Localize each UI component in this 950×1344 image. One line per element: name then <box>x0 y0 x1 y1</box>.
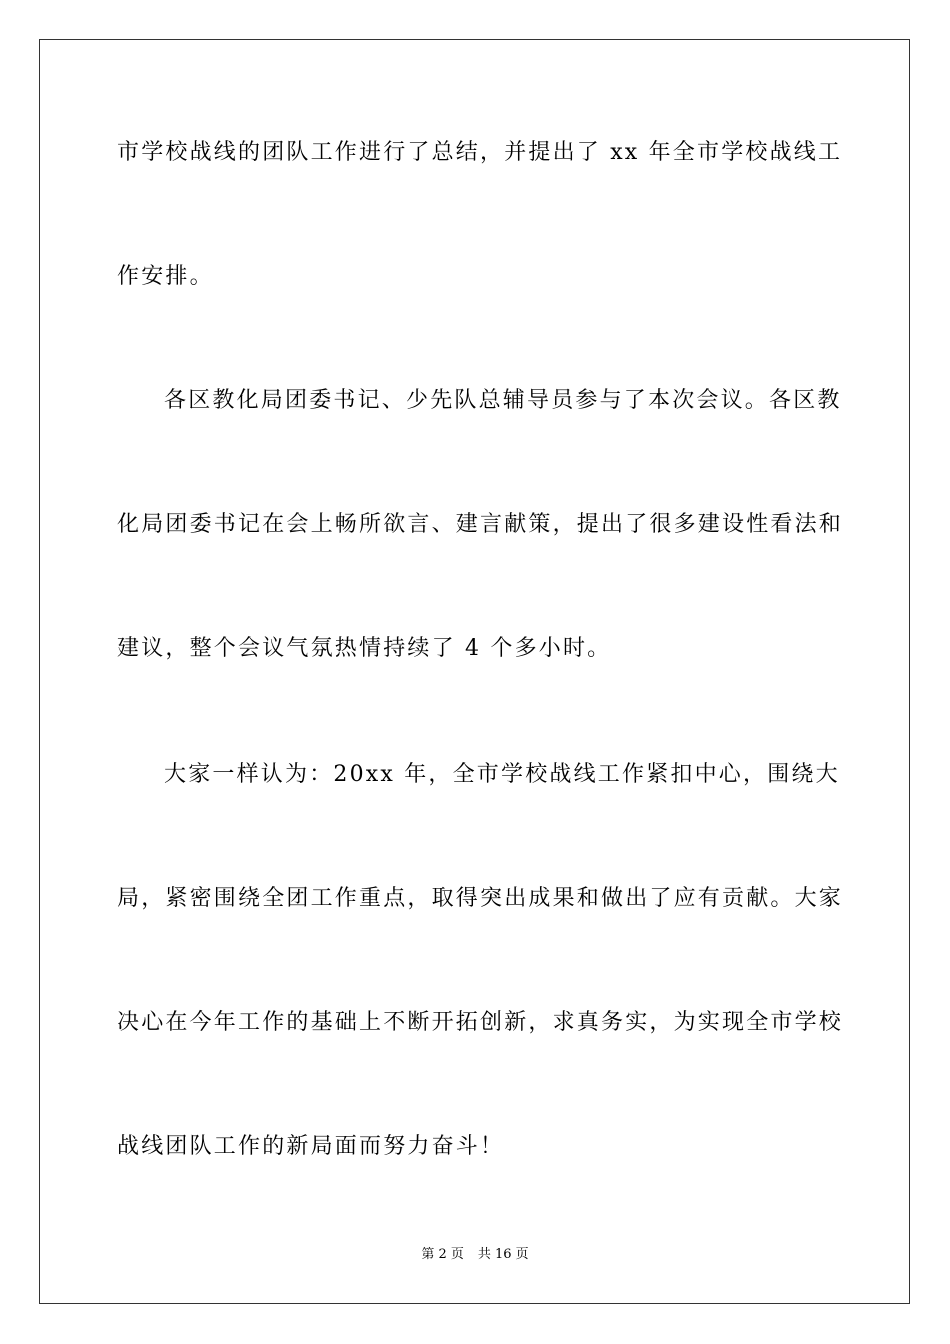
paragraph-2-line-1: 各区教化局团委书记、少先队总辅导员参与了本次会议。各区教 <box>164 388 842 413</box>
paragraph-3-line-3: 决心在今年工作的基础上不断开拓创新，求真务实，为实现全市学校 <box>117 1010 844 1035</box>
paragraph-3-line-2: 局，紧密围绕全团工作重点，取得突出成果和做出了应有贡献。大家 <box>117 886 844 911</box>
paragraph-1-line-2: 作安排。 <box>117 264 214 289</box>
page-frame <box>39 39 910 1304</box>
page-number: 第 2 页 <box>421 1247 464 1262</box>
paragraph-2-line-3: 建议，整个会议气氛热情持续了 4 个多小时。 <box>117 636 612 661</box>
page-total: 共 16 页 <box>477 1247 529 1262</box>
page-footer <box>0 1246 950 1264</box>
paragraph-3-line-4: 战线团队工作的新局面而努力奋斗！ <box>117 1134 505 1159</box>
paragraph-3-line-1: 大家一样认为：20xx 年，全市学校战线工作紧扣中心，围绕大 <box>164 762 840 787</box>
paragraph-1-line-1: 市学校战线的团队工作进行了总结，并提出了 xx 年全市学校战线工 <box>117 140 843 165</box>
paragraph-2-line-2: 化局团委书记在会上畅所欲言、建言献策，提出了很多建设性看法和 <box>117 512 844 537</box>
